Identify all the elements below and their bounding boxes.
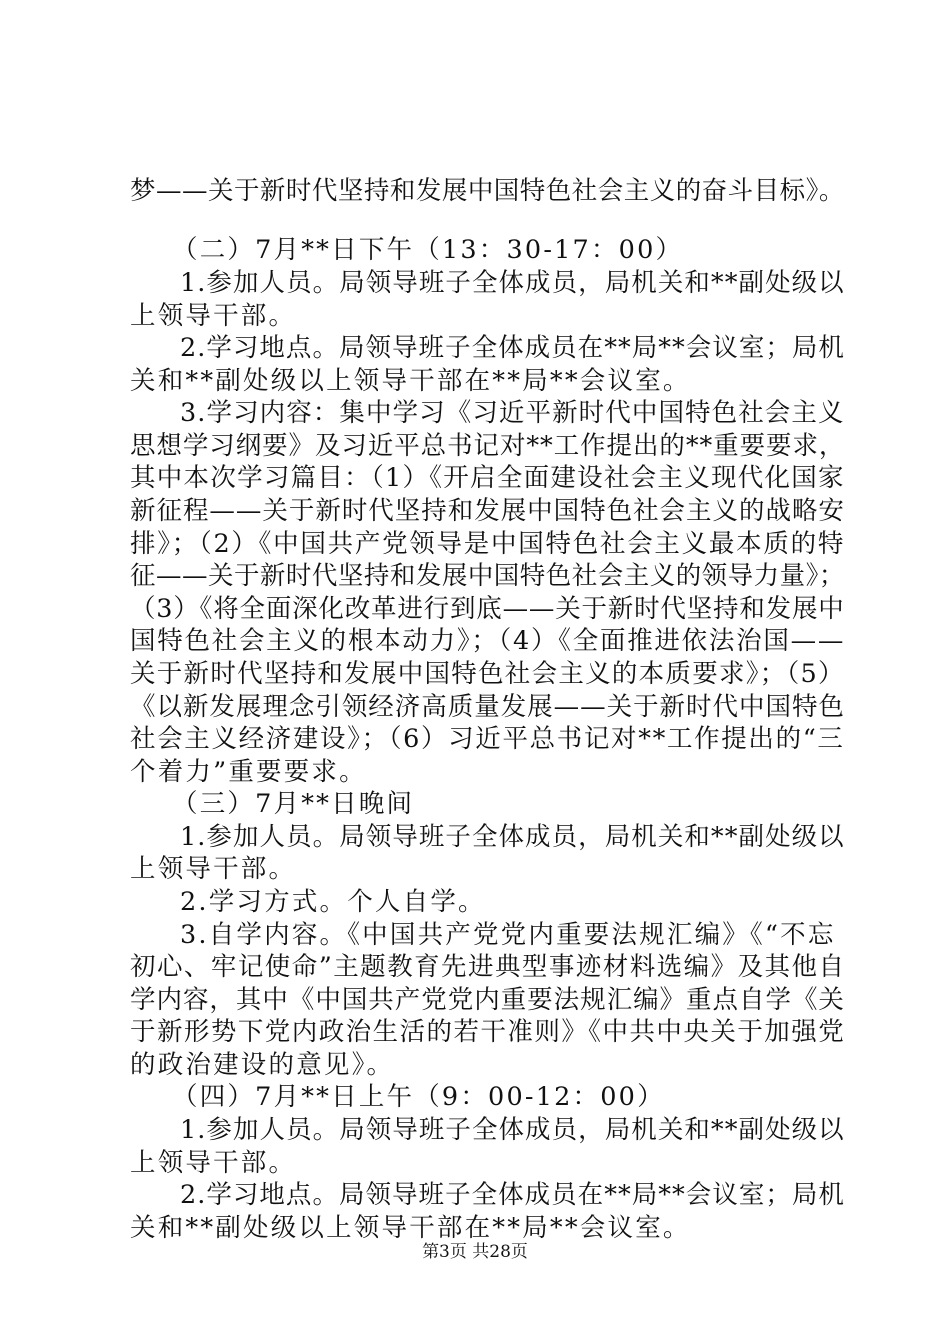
- text-line: 初心、牢记使命”主题教育先进典型事迹材料选编》及其他自: [130, 952, 846, 982]
- text-line: 3.自学内容。《中国共产党党内重要法规汇编》《“不忘: [180, 920, 836, 950]
- text-line: 3.学习内容：集中学习《习近平新时代中国特色社会主义: [180, 398, 845, 428]
- text-line: 2.学习方式。个人自学。: [180, 887, 486, 917]
- section-heading: （四）7月**日上午（9：00-12：00）: [172, 1082, 665, 1112]
- text-line: 1.参加人员。局领导班子全体成员，局机关和**副处级以: [180, 1115, 845, 1145]
- text-line: 上领导干部。: [130, 1148, 297, 1178]
- text-line: 上领导干部。: [130, 854, 297, 884]
- text-line: 社会主义经济建设》；（6）习近平总书记对**工作提出的“三: [130, 724, 845, 754]
- text-line: 2.学习地点。局领导班子全体成员在**局**会议室；局机: [180, 1180, 845, 1210]
- text-line: 学内容，其中《中国共产党党内重要法规汇编》重点自学《关: [130, 985, 845, 1015]
- text-line: 关和**副处级以上领导干部在**局**会议室。: [130, 366, 691, 396]
- section-heading: （二）7月**日下午（13：30-17：00）: [172, 235, 684, 265]
- text-line: 其中本次学习篇目：（1）《开启全面建设社会主义现代化国家: [130, 463, 845, 493]
- text-line: 国特色社会主义的根本动力》；（4）《全面推进依法治国——: [130, 626, 846, 656]
- text-line: 排》；（2）《中国共产党领导是中国特色社会主义最本质的特: [130, 529, 846, 559]
- text-line: 《以新发展理念引领经济高质量发展——关于新时代中国特色: [130, 692, 845, 722]
- text-line: （3）《将全面深化改革进行到底——关于新时代坚持和发展中: [130, 594, 845, 624]
- section-heading: （三）7月**日晚间: [172, 789, 415, 819]
- text-line: 个着力”重要要求。: [130, 757, 367, 787]
- text-line: 关和**副处级以上领导干部在**局**会议室。: [130, 1213, 691, 1243]
- text-line: 思想学习纲要》及习近平总书记对**工作提出的**重要要求，: [130, 431, 846, 461]
- text-line: 于新形势下党内政治生活的若干准则》《中共中央关于加强党: [130, 1017, 846, 1047]
- text-line: 1.参加人员。局领导班子全体成员，局机关和**副处级以: [180, 822, 845, 852]
- text-line: 上领导干部。: [130, 301, 297, 331]
- text-line: 梦——关于新时代坚持和发展中国特色社会主义的奋斗目标》。: [130, 176, 845, 206]
- text-line: 的政治建设的意见》。: [130, 1050, 395, 1080]
- page-number-footer: 第3页 共28页: [422, 1242, 528, 1262]
- text-line: 2.学习地点。局领导班子全体成员在**局**会议室；局机: [180, 333, 845, 363]
- text-line: 1.参加人员。局领导班子全体成员，局机关和**副处级以: [180, 268, 845, 298]
- text-line: 关于新时代坚持和发展中国特色社会主义的本质要求》；（5）: [130, 659, 845, 689]
- text-line: 征——关于新时代坚持和发展中国特色社会主义的领导力量》；: [130, 561, 845, 591]
- text-line: 新征程——关于新时代坚持和发展中国特色社会主义的战略安: [130, 496, 845, 526]
